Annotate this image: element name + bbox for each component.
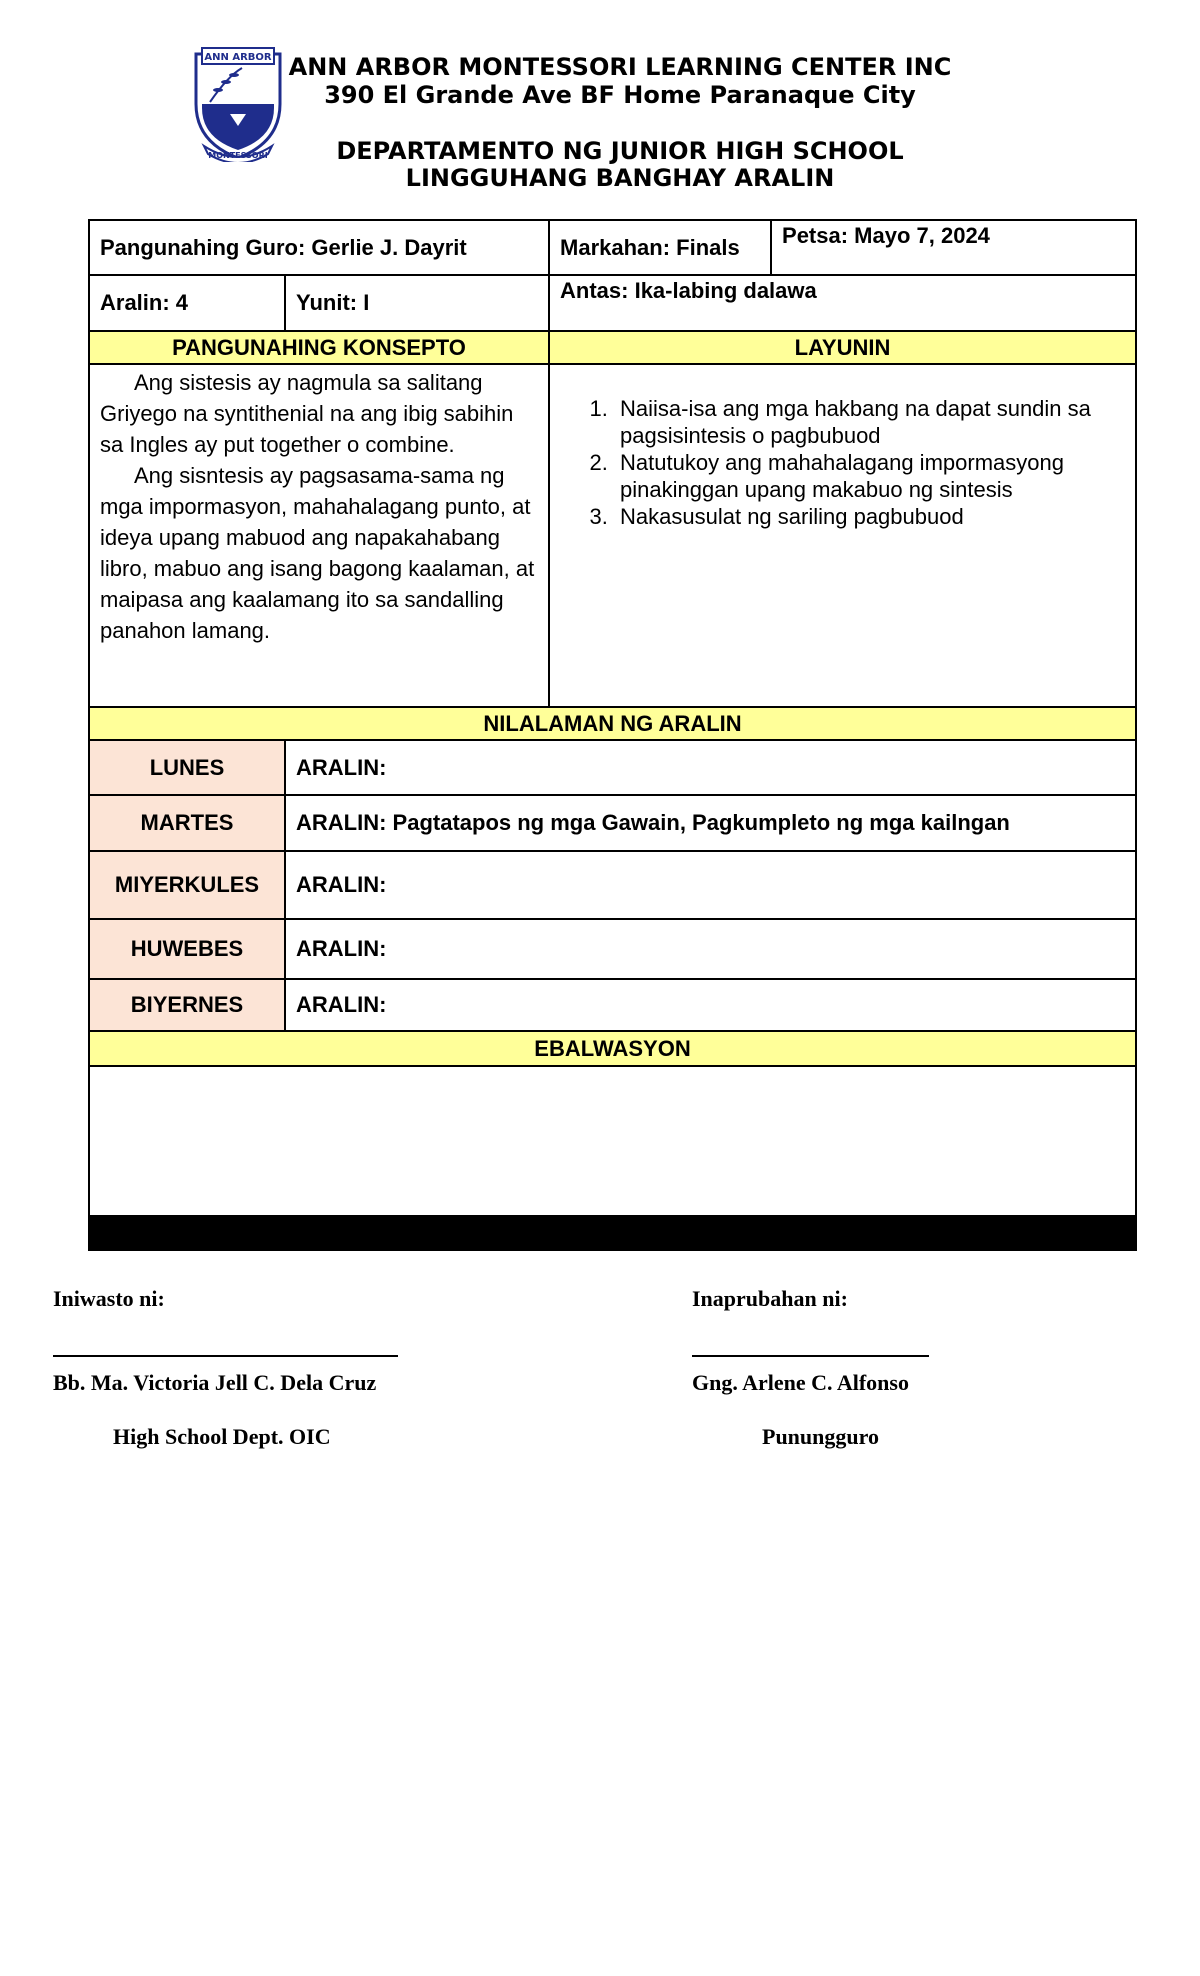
school-address: 390 El Grande Ave BF Home Paranaque City <box>324 81 916 109</box>
unit-field: Yunit: I <box>285 275 549 331</box>
day-label: MIYERKULES <box>89 851 285 919</box>
grade-field: Antas: Ika-labing dalawa <box>549 275 1136 331</box>
evaluation-header: EBALWASYON <box>89 1031 1136 1066</box>
objectives-content <box>549 364 1136 707</box>
objective-item: 3. Nakasusulat ng sariling pagbubuod <box>614 503 1125 530</box>
logo-text-bottom: MONTESSORI <box>208 151 268 160</box>
content-header: NILALAMAN NG ARALIN <box>89 707 1136 740</box>
quarter-field: Markahan: Finals <box>549 220 771 275</box>
evaluation-content <box>89 1066 1136 1216</box>
day-label: HUWEBES <box>89 919 285 979</box>
objective-item: 2. Natutukoy ang mahahalagang impormasyong pinakinggan upang makabuo ng sintesis <box>614 449 1125 503</box>
lesson-plan-table <box>88 219 1137 1251</box>
teacher-field: Pangunahing Guro: Gerlie J. Dayrit <box>89 220 549 275</box>
day-row-martes <box>89 795 1136 851</box>
day-label: LUNES <box>89 740 285 795</box>
concept-paragraph: Ang sisntesis ay pagsasama-sama ng mga impormasyon, mahahalagang punto, at ideya upang mabuod ang napakahabang libro, mabuo ang isang bagong kaalaman, at maipasa ang kaalamang ito sa sandalling panahon lamang. <box>100 463 535 643</box>
prepared-by-label: Iniwasto ni: <box>53 1286 165 1311</box>
approved-signature-line <box>692 1355 929 1357</box>
objectives-header: LAYUNIN <box>549 331 1136 364</box>
day-lesson: ARALIN: <box>285 851 1136 919</box>
day-row-lunes <box>89 740 1136 795</box>
department-title: DEPARTAMENTO NG JUNIOR HIGH SCHOOL <box>336 137 904 165</box>
day-label: MARTES <box>89 795 285 851</box>
prepared-signature-line <box>53 1355 398 1357</box>
approved-by-title: Punungguro <box>762 1424 879 1449</box>
concept-content <box>89 364 549 707</box>
concept-paragraph: Ang sistesis ay nagmula sa salitang Griyego na syntithenial na ang ibig sabihin sa Ingles ay put together o combine. <box>100 370 514 457</box>
date-field: Petsa: Mayo 7, 2024 <box>771 220 1136 275</box>
prepared-by-title: High School Dept. OIC <box>113 1424 331 1449</box>
prepared-by-name: Bb. Ma. Victoria Jell C. Dela Cruz <box>53 1370 377 1395</box>
footer-bar <box>89 1216 1136 1250</box>
approved-by-name: Gng. Arlene C. Alfonso <box>692 1370 909 1395</box>
day-lesson: ARALIN: <box>285 919 1136 979</box>
school-name: ANN ARBOR MONTESSORI LEARNING CENTER INC <box>288 53 952 81</box>
day-lesson: ARALIN: <box>285 740 1136 795</box>
day-lesson: ARALIN: <box>285 979 1136 1031</box>
day-row-biyernes <box>89 979 1136 1031</box>
lesson-number-field: Aralin: 4 <box>89 275 285 331</box>
day-label: BIYERNES <box>89 979 285 1031</box>
document-title: LINGGUHANG BANGHAY ARALIN <box>405 164 835 192</box>
concept-header: PANGUNAHING KONSEPTO <box>89 331 549 364</box>
logo-text-top: ANN ARBOR <box>204 52 272 63</box>
objectives-list <box>560 395 1125 530</box>
objective-item: 1. Naiisa-isa ang mga hakbang na dapat sundin sa pagsisintesis o pagbubuod <box>614 395 1125 449</box>
approved-by-label: Inaprubahan ni: <box>692 1286 848 1311</box>
day-lesson: ARALIN: Pagtatapos ng mga Gawain, Pagkumpleto ng mga kailngan <box>285 795 1136 851</box>
day-row-huwebes <box>89 919 1136 979</box>
day-row-miyerkules <box>89 851 1136 919</box>
